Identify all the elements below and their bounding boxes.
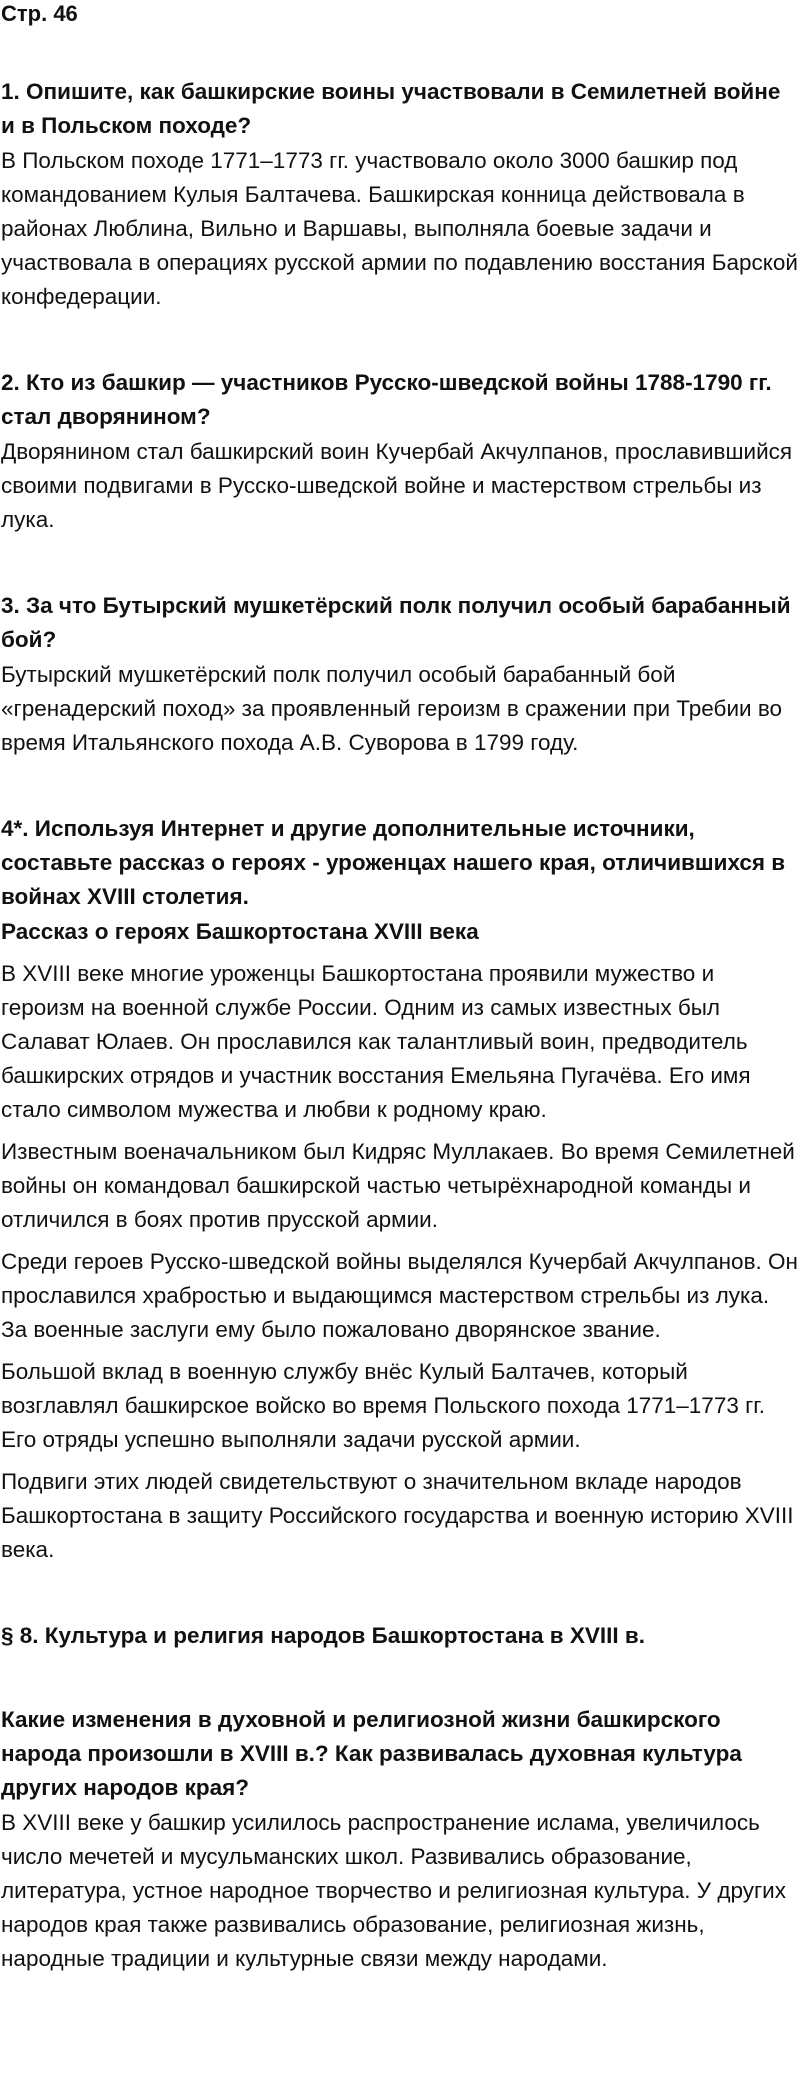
story-paragraph-5: Подвиги этих людей свидетельствуют о значительном вкладе народов Башкортостана в защиту Российского государства и военную историю XVIII века.: [1, 1469, 794, 1562]
section-8-answer: В XVIII веке у башкир усилилось распространение ислама, увеличилось число мечетей и мусульманских школ. Развивались образование, литература, устное народное творчество и религиозная культура. У других народов края также развивались образование, религиозная жизнь, народные традиции и культурные связи между народами.: [1, 1810, 786, 1971]
story-paragraph-2: Известным военачальником был Кидряс Муллакаев. Во время Семилетней войны он командовал башкирской частью четырёхнародной команды и отличился в боях против прусской армии.: [1, 1139, 795, 1232]
question-1-heading: 1. Опишите, как башкирские воины участвовали в Семилетней войне и в Польском походе?: [1, 79, 781, 138]
section-8-question: Какие изменения в духовной и религиозной жизни башкирского народа произошли в XVIII в.? Как развивалась духовная культура других народов края?: [1, 1707, 742, 1800]
question-3-heading: 3. За что Бутырский мушкетёрский полк получил особый барабанный бой?: [1, 593, 791, 652]
question-3-answer: Бутырский мушкетёрский полк получил особый барабанный бой «гренадерский поход» за проявленный героизм в сражении при Требии во время Итальянского похода А.В. Суворова в 1799 году.: [1, 662, 783, 755]
story-paragraph-3: Среди героев Русско-шведской войны выделялся Кучербай Акчулпанов. Он прославился храбростью и выдающимся мастерством стрельбы из лука. За военные заслуги ему было пожаловано дворянское звание.: [1, 1249, 798, 1342]
page-number: Стр. 46: [1, 1, 78, 26]
question-1-answer: В Польском походе 1771–1773 гг. участвовало около 3000 башкир под командованием Кулыя Балтачева. Башкирская конница действовала в районах Люблина, Вильно и Варшавы, выполняла боевые задачи и участвовала в операциях русской армии по подавлению восстания Барской конфедерации.: [1, 148, 798, 309]
story-title: Рассказ о героях Башкортостана XVIII века: [1, 919, 479, 944]
story-paragraph-1: В XVIII веке многие уроженцы Башкортостана проявили мужество и героизм на военной службе России. Одним из самых известных был Салават Юлаев. Он прославился как талантливый воин, предводитель башкирских отрядов и участник восстания Емельяна Пугачёва. Его имя стало символом мужества и любви к родному краю.: [1, 961, 751, 1122]
question-2-heading: 2. Кто из башкир — участников Русско-шведской войны 1788-1790 гг. стал дворянином?: [1, 370, 772, 429]
section-8-title: § 8. Культура и религия народов Башкортостана в XVIII в.: [1, 1623, 645, 1648]
question-2-answer: Дворянином стал башкирский воин Кучербай Акчулпанов, прославившийся своими подвигами в Русско-шведской войне и мастерством стрельбы из лука.: [1, 439, 793, 532]
story-paragraph-4: Большой вклад в военную службу внёс Кулый Балтачев, который возглавлял башкирское войско во время Польского похода 1771–1773 гг. Его отряды успешно выполняли задачи русской армии.: [1, 1359, 766, 1452]
question-4-heading: 4*. Используя Интернет и другие дополнительные источники, составьте рассказ о героях - уроженцах нашего края, отличившихся в войнах XVIII столетия.: [1, 816, 786, 909]
